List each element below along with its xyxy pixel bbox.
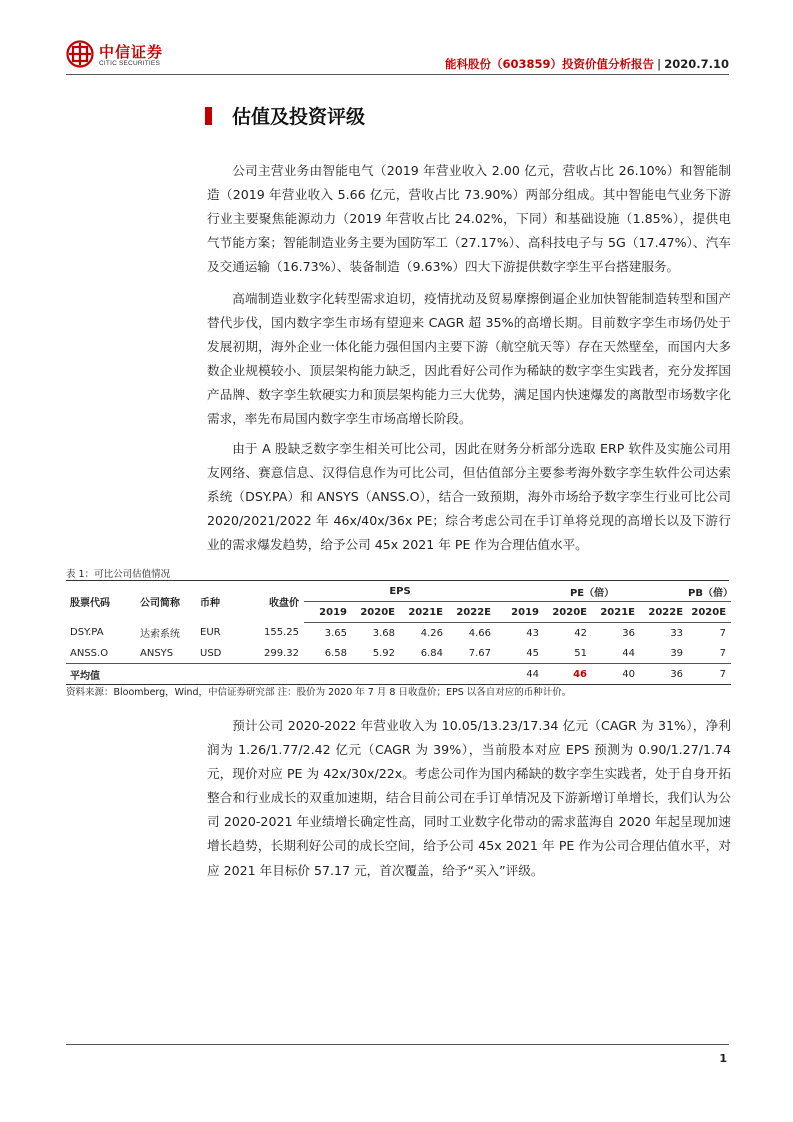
year-header: 2022E [640, 602, 688, 623]
cell-avg-pb: 7 [688, 664, 731, 685]
cell-pe: 51 [574, 647, 587, 659]
header-separator: | [657, 57, 662, 71]
cell-eps: 5.92 [372, 647, 395, 659]
table-source-note: 资料来源：Bloomberg，Wind，中信证券研究部 注：股价为 2020 年 7 月 8 日收盘价；EPS 以各自对应的币种计价。 [66, 687, 572, 698]
report-date: 2020.7.10 [664, 57, 729, 71]
table-header-row [66, 581, 731, 602]
paragraph-business-overview: 公司主营业务由智能电气（2019 年营业收入 2.00 亿元，营收占比 26.10%）和智能制造（2019 年营业收入 5.66 亿元，营收占比 73.90%）两部分组成。其中智能电气业务下游行业主要聚焦能源动力（2019 年营收占比 24.02%，下同）和基础设施（1.85%），提供电气节能方案；智能制造业务主要为国防军工（27.17%）、高科技电子与 5G（17.47%）、汽车及交通运输（16.73%）、装备制造（9.63%）四大下游提供数字孪生平台搭建服务。 [207, 163, 731, 275]
year-header: 2020E [352, 602, 400, 623]
year-header: 2021E [592, 602, 640, 623]
cell-pe: 36 [622, 627, 635, 639]
logo-text-cn: 中信证券 [99, 43, 164, 61]
year-header: 2022E [448, 602, 496, 623]
cell-eps: 4.66 [468, 627, 491, 639]
year-header: 2021E [400, 602, 448, 623]
cell-eps: 4.26 [420, 627, 443, 639]
col-group-pb: PB（倍） [688, 581, 731, 602]
citic-logo-icon [66, 40, 94, 68]
section-title: 估值及投资评级 [232, 106, 366, 128]
col-header-name: 公司简称 [140, 598, 180, 610]
cell-pe: 44 [622, 647, 635, 659]
cell-code: ANSS.O [70, 647, 109, 659]
cell-avg-pe: 40 [592, 664, 640, 685]
cell-pb: 7 [719, 627, 727, 639]
col-header-price: 收盘价 [269, 598, 299, 610]
cell-avg-pe: 44 [496, 664, 544, 685]
table-row [66, 623, 731, 644]
cell-code: DSY.PA [70, 627, 104, 639]
paragraph-forecast-rating: 预计公司 2020-2022 年营业收入为 10.05/13.23/17.34 亿元（CAGR 为 31%），净利润为 1.26/1.77/2.42 亿元（CAGR 为 39%），当前股本对应 EPS 预测为 0.90/1.27/1.74 元，现价对应 PE 为 42x/30x/22x。考虑公司作为国内稀缺的数字孪生实践者，处于自身开拓整合和行业成长的双重加速期，结合目前公司在手订单情况及下游新增订单增长，我们认为公司 2020-2021 年业绩增长确定性高，同时工业数字化带动的需求蓝海自 2020 年起呈现加速增长趋势，长期利好公司的成长空间，给予公司 45x 2021 年 PE 作为公司合理估值水平，对应 2021 年目标价 57.17 元，首次覆盖，给予“买入”评级。 [207, 718, 731, 878]
paragraph-market-outlook: 高端制造业数字化转型需求迫切，疫情扰动及贸易摩擦倒逼企业加快智能制造转型和国产替代步伐，国内数字孪生市场有望迎来 CAGR 超 35%的高增长期。目前数字孪生市场仍处于发展初期，海外企业一体化能力强但国内主要下游（航空航天等）存在天然壁垒，而国内大多数企业规模较小、顶层架构能力缺乏，因此看好公司作为稀缺的数字孪生实践者，充分发挥国产品牌、数字孪生软硬实力和顶层架构能力三大优势，满足国内快速爆发的离散型市场数字化需求，率先布局国内数字孪生市场高增长阶段。 [207, 291, 731, 427]
cell-eps: 3.68 [372, 627, 395, 639]
cell-avg-pe: 36 [640, 664, 688, 685]
cell-pe: 42 [574, 627, 587, 639]
cell-eps: 6.58 [324, 647, 347, 659]
cell-currency: EUR [200, 627, 221, 639]
report-header [445, 56, 729, 72]
citic-logo [66, 38, 186, 74]
col-header-currency: 币种 [200, 598, 220, 610]
year-header: 2020E [544, 602, 592, 623]
cell-pe: 43 [526, 627, 539, 639]
comparable-valuation-table [66, 581, 731, 685]
col-group-eps: EPS [304, 581, 496, 602]
footer-divider [66, 1044, 729, 1045]
year-header: 2019 [304, 602, 352, 623]
cell-pe: 45 [526, 647, 539, 659]
cell-name: ANSYS [140, 647, 174, 659]
cell-avg-pe-highlight: 46 [544, 664, 592, 685]
section-marker [205, 107, 212, 125]
logo-text-en: CITIC SECURITIES [99, 60, 160, 67]
col-header-code: 股票代码 [70, 598, 110, 610]
table-row [66, 643, 731, 664]
cell-pe: 33 [670, 627, 684, 639]
page-number: 1 [719, 1052, 727, 1065]
cell-price: 299.32 [264, 647, 299, 659]
year-header: 2020E [688, 602, 731, 623]
cell-price: 155.25 [264, 627, 299, 639]
header-divider [66, 74, 729, 75]
cell-pb: 7 [719, 647, 727, 659]
col-group-pe: PE（倍） [496, 581, 688, 602]
year-header: 2019 [496, 602, 544, 623]
cell-eps: 7.67 [468, 647, 491, 659]
report-title: 能科股份（603859）投资价值分析报告 [445, 57, 655, 71]
paragraph-valuation-method: 由于 A 股缺乏数字孪生相关可比公司，因此在财务分析部分选取 ERP 软件及实施公司用友网络、赛意信息、汉得信息作为可比公司，但估值部分主要参考海外数字孪生软件公司达索系统（DSY.PA）和 ANSYS（ANSS.O），结合一致预期，海外市场给予数字孪生行业可比公司 2020/2021/2022 年 46x/40x/36x PE；综合考虑公司在手订单将兑现的高增长以及下游行业的需求爆发趋势，给予公司 45x 2021 年 PE 作为合理估值水平。 [207, 441, 731, 553]
cell-pe: 39 [670, 647, 684, 659]
table-average-row [66, 664, 731, 685]
table-caption: 表 1：可比公司估值情况 [66, 569, 171, 580]
cell-eps: 3.65 [324, 627, 347, 639]
cell-eps: 6.84 [420, 647, 443, 659]
cell-name: 达索系统 [140, 629, 180, 641]
cell-currency: USD [200, 647, 222, 659]
average-label: 平均值 [66, 664, 136, 685]
